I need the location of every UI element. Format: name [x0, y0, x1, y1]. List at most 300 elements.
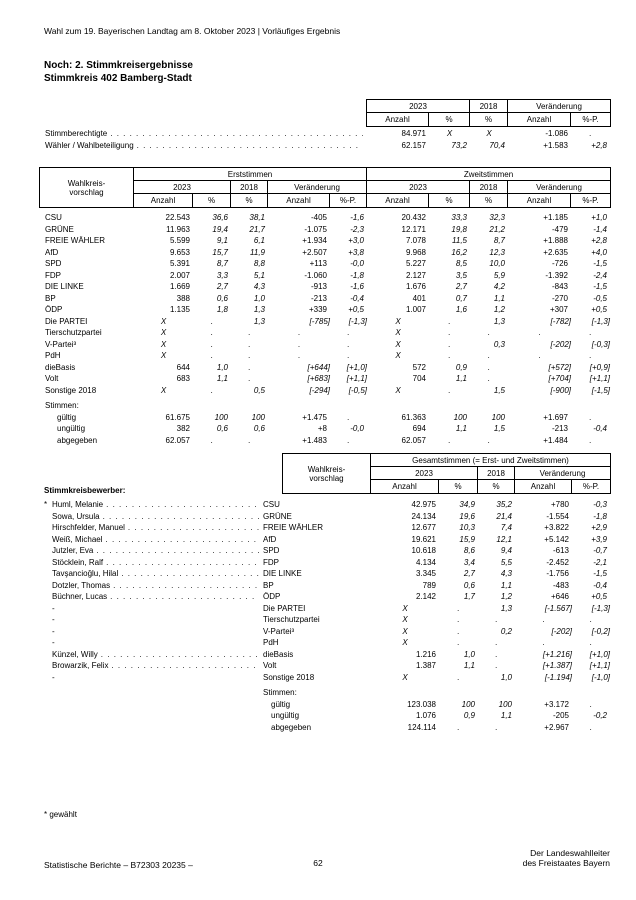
table-row [40, 304, 610, 316]
table-cell: Weiß, Michael . . . [52, 534, 263, 546]
table-cell: 0,6 [216, 293, 228, 303]
table-cell: +1.185 [543, 213, 568, 222]
table-cell: 5.391 [169, 259, 190, 268]
table-cell: . [457, 672, 460, 682]
table-cell: 1,1 [500, 580, 512, 590]
page-title-line1: Noch: 2. Stimmkreisergebnisse [44, 60, 193, 71]
table-cell: X [446, 129, 453, 138]
table-cell: X [402, 638, 408, 647]
table-cell: [-1.194] [544, 672, 572, 682]
table-cell: Wähler / Wahlbeteiligung . . . [40, 140, 367, 152]
table-cell: -1,8 [350, 270, 364, 280]
table-cell: 73,2 [451, 140, 467, 150]
table-cell: Volt [45, 374, 59, 383]
table-cell: +1.475 [302, 412, 327, 422]
col-header-2023: 2023 [367, 181, 470, 194]
table-cell: +1.483 [302, 435, 327, 445]
table-row [40, 258, 610, 270]
table-cell: Tierschutzpartei [263, 615, 320, 624]
table-cell: 61.363 [401, 412, 426, 422]
table-cell: +3,8 [348, 247, 364, 257]
table-cell: 7,4 [500, 523, 512, 532]
table-cell: ungültig [57, 424, 86, 433]
col-header-pctp: %-P. [582, 196, 599, 205]
table-cell: 61.675 [165, 412, 190, 422]
table-cell: 1,3 [493, 316, 505, 326]
table-cell: 10,0 [489, 259, 505, 268]
table-cell: -913 [310, 282, 327, 291]
table-cell: 401 [412, 293, 426, 303]
table-cell: . [248, 339, 251, 349]
table-cell: 1,5 [493, 424, 505, 433]
table-row [40, 270, 610, 282]
table-cell: . [495, 638, 498, 647]
table-cell: 4.134 [415, 557, 436, 567]
table-cell: . [297, 339, 301, 349]
table-cell: 572 [412, 362, 426, 372]
col-header-pctp: %-P. [582, 115, 599, 124]
table-cell: 1,7 [463, 592, 475, 601]
table-cell: . [487, 374, 491, 383]
table-cell: [+1,0] [589, 649, 610, 659]
table-cell: . [589, 435, 592, 445]
table-cell: [-202] [551, 626, 572, 636]
table-cell: +4,0 [591, 247, 607, 257]
table-cell: Jutzler, Eva . . . [52, 545, 263, 557]
table-cell: 1,3 [253, 305, 265, 314]
table-row [40, 568, 610, 580]
table-row [40, 522, 610, 534]
table-cell: [-294] [309, 385, 330, 395]
table-cell: 19.621 [411, 534, 436, 544]
dot-leader [113, 580, 259, 592]
table-cell: SPD [45, 259, 62, 268]
table-cell: PdH [45, 351, 61, 360]
table-cell: Dotzler, Thomas . . . [52, 580, 263, 592]
table-cell: 3,4 [463, 557, 475, 567]
table-cell: 100 [491, 412, 505, 422]
table-cell: 1,6 [455, 305, 467, 314]
table-cell: 5,1 [253, 270, 265, 280]
table-cell: Volt [263, 661, 277, 670]
table-cell: DIE LINKE [45, 282, 84, 291]
col-header-2023: 2023 [367, 100, 470, 113]
table-cell: 1,3 [500, 603, 512, 613]
table-row [40, 350, 610, 362]
table-cell: gültig [57, 412, 77, 422]
table-cell: 789 [422, 580, 436, 590]
col-header-pct: % [478, 480, 515, 493]
table-cell: X [160, 328, 167, 337]
table-cell: 1.007 [405, 305, 426, 314]
table-cell: +113 [309, 259, 327, 268]
table-cell: [-1,3] [348, 316, 367, 326]
footnote: * gewählt [44, 810, 77, 819]
table-section-row [40, 687, 610, 699]
table-cell: +2,8 [591, 140, 607, 150]
table-cell: . [457, 615, 460, 624]
table-cell: 683 [176, 374, 190, 383]
table-cell: [-782] [550, 316, 571, 326]
table-cell: 70,4 [489, 140, 505, 150]
main-table [40, 212, 610, 446]
table-cell: Sonstige 2018 [45, 385, 97, 395]
table-cell: -1,6 [350, 213, 364, 222]
dot-leader [103, 511, 259, 523]
table-section-row [40, 400, 610, 412]
table-cell: 100 [214, 412, 228, 422]
table-cell: 62.157 [401, 140, 426, 150]
table-cell: 21,4 [496, 511, 512, 521]
table-cell: 8,7 [216, 259, 228, 268]
footer-right-line2: des Freistaates Bayern [522, 858, 610, 868]
table-row [40, 626, 610, 638]
stimmkreisbewerber-label: Stimmkreisbewerber: [44, 486, 126, 495]
table-cell: 4,3 [500, 569, 512, 578]
col-header-anzahl: Anzahl [508, 194, 571, 207]
col-header-pct: % [429, 113, 470, 126]
table-cell: +0,5 [591, 305, 607, 314]
table-cell: Sowa, Ursula . . . [52, 511, 263, 523]
table-cell: [+0,9] [589, 362, 610, 372]
table-cell: X [160, 385, 167, 395]
table-cell: 15,9 [459, 534, 475, 544]
col-header-veraenderung: Veränderung [508, 100, 610, 113]
top-table-header [366, 99, 611, 127]
table-cell: 35,2 [496, 500, 512, 509]
table-cell: . [448, 328, 451, 337]
table-cell: +3,0 [348, 236, 364, 245]
table-cell: -843 [551, 282, 568, 291]
col-header-pctp: %-P. [582, 482, 600, 491]
table-cell: . [589, 129, 592, 138]
table-cell: Stimmen: [263, 688, 297, 697]
table-cell: Künzel, Willy . . . [52, 649, 263, 661]
table-cell: 36,6 [212, 213, 228, 222]
table-cell: [+1,1] [589, 661, 610, 670]
table-row [40, 614, 610, 626]
bottom-table-header [282, 453, 611, 494]
table-cell: 11.963 [166, 224, 190, 234]
table-cell: 123.038 [407, 699, 436, 709]
table-cell: 5.599 [169, 236, 190, 245]
table-row [40, 603, 610, 615]
table-cell: FDP [45, 270, 61, 280]
table-cell: [-0,3] [591, 339, 610, 349]
table-cell: -0,0 [350, 424, 364, 433]
col-header-anzahl: Anzahl [508, 113, 571, 126]
table-cell: . [495, 615, 498, 624]
dot-leader [106, 534, 259, 546]
table-cell: gültig [271, 699, 291, 709]
table-cell: . [589, 351, 592, 360]
table-cell: +780 [550, 500, 569, 509]
table-row [40, 316, 610, 328]
table-cell: dieBasis [45, 362, 76, 372]
table-row [40, 545, 610, 557]
table-cell: . [538, 328, 541, 337]
table-row [40, 235, 610, 247]
table-cell: -0,3 [593, 500, 607, 509]
table-cell: 0,9 [455, 362, 467, 372]
table-cell: Hirschfelder, Manuel . . . [52, 522, 263, 534]
table-cell: - [52, 638, 55, 647]
wahlkreisvorschlag-line2: vorschlag [309, 473, 344, 483]
page-title [44, 59, 193, 85]
table-cell: +339 [308, 305, 327, 314]
table-cell: +1.583 [543, 140, 568, 150]
footer-right-line1: Der Landeswahlleiter [530, 848, 610, 858]
table-cell: ÖDP [263, 592, 281, 601]
table-cell: -1,5 [593, 259, 607, 268]
col-header-erststimmen: Erststimmen [134, 168, 367, 181]
table-row [40, 557, 610, 569]
col-header-veraenderung: Veränderung [515, 467, 610, 480]
table-cell: -2,3 [350, 224, 364, 234]
table-cell: X [395, 351, 401, 360]
table-cell: [-785] [309, 316, 330, 326]
table-cell: +5.142 [544, 534, 569, 544]
col-header-wahlkreisvorschlag [40, 168, 134, 207]
table-cell: [-1,0] [591, 672, 610, 682]
table-row [40, 281, 610, 293]
table-cell: 0,6 [216, 424, 228, 433]
table-cell: Die PARTEI [45, 316, 88, 326]
table-cell: -213 [310, 293, 327, 303]
table-cell: 2.142 [415, 592, 436, 601]
table-cell: 21,2 [489, 224, 505, 234]
table-cell: . [448, 351, 451, 360]
table-cell: [-1,3] [591, 316, 610, 326]
col-header-2018: 2018 [470, 100, 508, 113]
table-row [40, 637, 610, 649]
table-cell: +2.507 [302, 247, 327, 257]
table-row [40, 435, 610, 447]
table-row [40, 362, 610, 374]
table-cell: -405 [310, 213, 327, 222]
table-cell: 1,0 [500, 672, 512, 682]
table-cell: abgegeben [271, 722, 312, 732]
table-cell: [+683] [307, 374, 330, 383]
table-cell: 1,1 [500, 711, 512, 720]
table-cell: Tavşancioğlu, Hilal . . . [52, 568, 263, 580]
table-cell: 8,8 [253, 259, 265, 268]
table-cell: 1.216 [415, 649, 436, 659]
table-cell: . [495, 649, 498, 659]
dot-leader [121, 568, 259, 580]
table-cell: +3.172 [544, 699, 569, 709]
table-cell: -1,5 [593, 569, 607, 578]
table-row [40, 327, 610, 339]
table-cell: 15,7 [212, 247, 228, 257]
col-header-pct: % [470, 194, 508, 207]
table-cell: 0,6 [253, 424, 265, 433]
table-cell: . [542, 615, 545, 624]
table-cell: [+644] [307, 362, 330, 372]
table-cell: [+1.216] [542, 649, 572, 659]
table-cell: 7.078 [405, 236, 426, 245]
table-cell: 100 [251, 412, 265, 422]
table-cell: . [589, 699, 593, 709]
table-cell: 1,1 [455, 374, 467, 383]
table-cell: X [395, 385, 401, 395]
table-cell: V-Partei³ [45, 339, 77, 349]
table-row [40, 660, 610, 672]
table-cell: 2.007 [169, 270, 190, 280]
table-cell: -2,1 [593, 557, 607, 567]
table-cell: . [589, 722, 593, 732]
table-cell: . [495, 661, 498, 670]
table-cell: -0,4 [593, 424, 607, 433]
table-cell: . [347, 351, 350, 360]
table-cell: dieBasis [263, 649, 294, 659]
table-cell: . [542, 638, 545, 647]
table-cell: . [457, 626, 460, 636]
table-cell: X [402, 672, 408, 682]
table-cell: X [402, 626, 408, 636]
table-cell: GRÜNE [263, 511, 292, 521]
dot-leader [96, 545, 259, 557]
table-cell: -1.554 [546, 511, 569, 521]
table-cell: 42.975 [411, 500, 436, 509]
table-cell: +8 [317, 424, 327, 433]
table-cell: 12,1 [496, 534, 512, 544]
table-cell: . [297, 328, 301, 337]
table-cell: +1.697 [543, 412, 568, 422]
table-cell: 1,1 [463, 661, 475, 670]
table-cell: Büchner, Lucas . . . [52, 591, 263, 603]
table-cell: [-202] [550, 339, 571, 349]
table-cell: [-1,3] [591, 603, 610, 613]
table-cell: . [589, 615, 593, 624]
table-cell: 704 [412, 374, 426, 383]
table-cell: -1.086 [545, 129, 568, 138]
table-cell: CSU [45, 213, 62, 222]
table-cell: . [297, 351, 301, 360]
table-row [40, 699, 610, 711]
table-cell: 100 [498, 699, 512, 709]
table-cell: -270 [551, 293, 568, 303]
col-header-2023: 2023 [371, 467, 478, 480]
table-cell: 16,2 [451, 247, 467, 257]
table-cell: +0,5 [348, 305, 364, 314]
col-header-anzahl: Anzahl [371, 480, 439, 493]
table-cell: 1,1 [493, 293, 505, 303]
col-header-2018: 2018 [470, 181, 508, 194]
table-cell: 11,5 [452, 236, 467, 245]
dot-leader [106, 557, 259, 569]
table-cell: [-1.567] [544, 603, 572, 613]
table-cell: [+572] [548, 362, 571, 372]
table-cell: . [210, 316, 214, 326]
table-cell: . [589, 638, 593, 647]
footer-right [400, 848, 610, 868]
table-cell: 644 [176, 362, 190, 372]
table-cell: 1,2 [500, 592, 512, 601]
table-cell: 21,7 [249, 224, 265, 234]
table-cell: 9.653 [169, 247, 190, 257]
table-cell: -205 [552, 711, 569, 720]
table-cell: CSU [263, 500, 280, 509]
table-cell: 3,5 [455, 270, 467, 280]
table-row [40, 499, 610, 511]
table-cell: . [347, 339, 350, 349]
table-cell: BP [263, 580, 274, 590]
table-cell: 694 [412, 424, 426, 433]
table-cell: Stöcklein, Ralf . . . [52, 557, 263, 569]
table-cell: X [160, 339, 167, 349]
table-cell: . [248, 328, 251, 337]
table-cell: ÖDP [45, 305, 63, 314]
table-row [40, 293, 610, 305]
table-row [40, 710, 610, 722]
table-cell: -479 [551, 224, 568, 234]
table-cell: . [589, 412, 592, 422]
table-cell: X [486, 129, 492, 138]
dot-leader [111, 660, 259, 672]
col-header-gesamtstimmen: Gesamtstimmen (= Erst- und Zweitstimmen) [371, 454, 610, 467]
table-cell: [+1,0] [346, 362, 367, 372]
table-cell: 388 [176, 293, 190, 303]
col-header-zweitstimmen: Zweitstimmen [367, 168, 610, 181]
table-cell: FREIE WÄHLER [45, 236, 106, 245]
table-cell: +1.934 [302, 236, 327, 245]
table-row [40, 511, 610, 523]
table-cell: -0,2 [593, 711, 607, 720]
table-cell: Stimmen: [45, 401, 79, 410]
table-cell: [+1.387] [542, 661, 572, 670]
table-cell: 5,5 [500, 557, 512, 567]
table-cell: 1,0 [216, 362, 228, 372]
table-cell: -1,8 [593, 511, 607, 521]
table-cell: 8,7 [493, 236, 505, 245]
table-row [40, 385, 610, 397]
table-cell: 19,6 [459, 511, 475, 521]
table-cell: -1,5 [593, 282, 607, 291]
table-cell: . [487, 351, 491, 360]
dot-leader [110, 128, 363, 140]
table-cell: . [210, 328, 214, 337]
table-cell: . [448, 316, 451, 326]
table-cell: 1,1 [455, 424, 467, 433]
table-cell: 3.345 [415, 569, 436, 578]
table-cell: 0,7 [455, 293, 467, 303]
table-cell: -1.075 [304, 224, 327, 234]
table-row [40, 423, 610, 435]
col-header-anzahl: Anzahl [515, 480, 572, 493]
table-cell: 84.971 [401, 129, 426, 138]
table-cell: . [347, 412, 350, 422]
table-cell: +3.822 [544, 523, 569, 532]
table-cell: - [52, 672, 55, 682]
table-cell: 20.432 [401, 213, 426, 222]
table-row [40, 591, 610, 603]
table-cell: 100 [453, 412, 467, 422]
table-row [40, 128, 610, 140]
table-cell: X [395, 316, 401, 326]
col-header-pctp: %-P. [330, 194, 367, 207]
table-cell: . [457, 722, 460, 732]
table-cell: 32,3 [489, 213, 505, 222]
table-cell: AfD [263, 534, 277, 544]
table-cell: 1.076 [415, 711, 436, 720]
table-cell: 1,0 [253, 293, 265, 303]
table-cell: 1.135 [169, 305, 190, 314]
table-row [40, 580, 610, 592]
col-header-pct: % [439, 480, 478, 493]
table-cell: . [487, 435, 491, 445]
table-cell: -0,7 [593, 546, 607, 555]
